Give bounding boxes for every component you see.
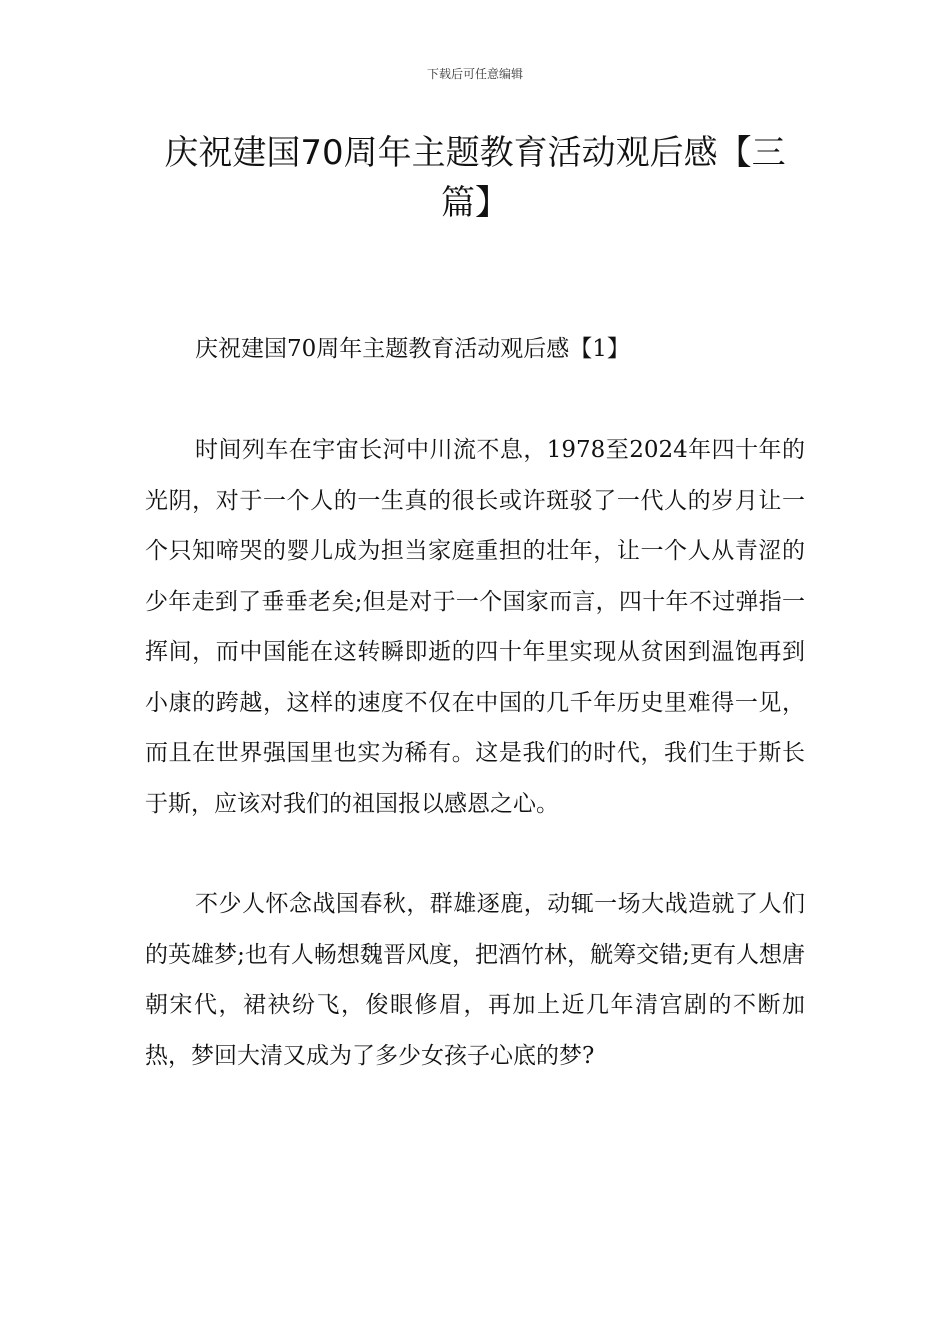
paragraph-spacer [145,829,805,879]
document-title [120,128,830,228]
body-paragraph: 不少人怀念战国春秋，群雄逐鹿，动辄一场大战造就了人们的英雄梦;也有人畅想魏晋风度，把酒竹林，觥筹交错;更有人想唐朝宋代，裙袂纷飞，俊眼修眉，再加上近几年清宫剧的不断加热，梦回大清又成为了多少女孩子心底的梦? [145,891,805,1069]
title-line-1: 庆祝建国70周年主题教育活动观后感【三 [164,133,786,173]
document-body [145,323,805,1081]
section-heading: 庆祝建国70周年主题教育活动观后感【1】 [195,336,630,362]
paragraph-spacer [145,375,805,425]
title-line-2: 篇】 [441,183,509,223]
body-paragraph: 时间列车在宇宙长河中川流不息，1978至2024年四十年的光阴，对于一个人的一生真的很长或许斑驳了一代人的岁月让一个只知啼哭的婴儿成为担当家庭重担的壮年，让一个人从青涩的少年走到了垂垂老矣;但是对于一个国家而言，四十年不过弹指一挥间，而中国能在这转瞬即逝的四十年里实现从贫困到温饱再到小康的跨越，这样的速度不仅在中国的几千年历史里难得一见，而且在世界强国里也实为稀有。这是我们的时代，我们生于斯长于斯，应该对我们的祖国报以感恩之心。 [145,437,805,817]
header-note: 下载后可任意编辑 [426,67,523,81]
